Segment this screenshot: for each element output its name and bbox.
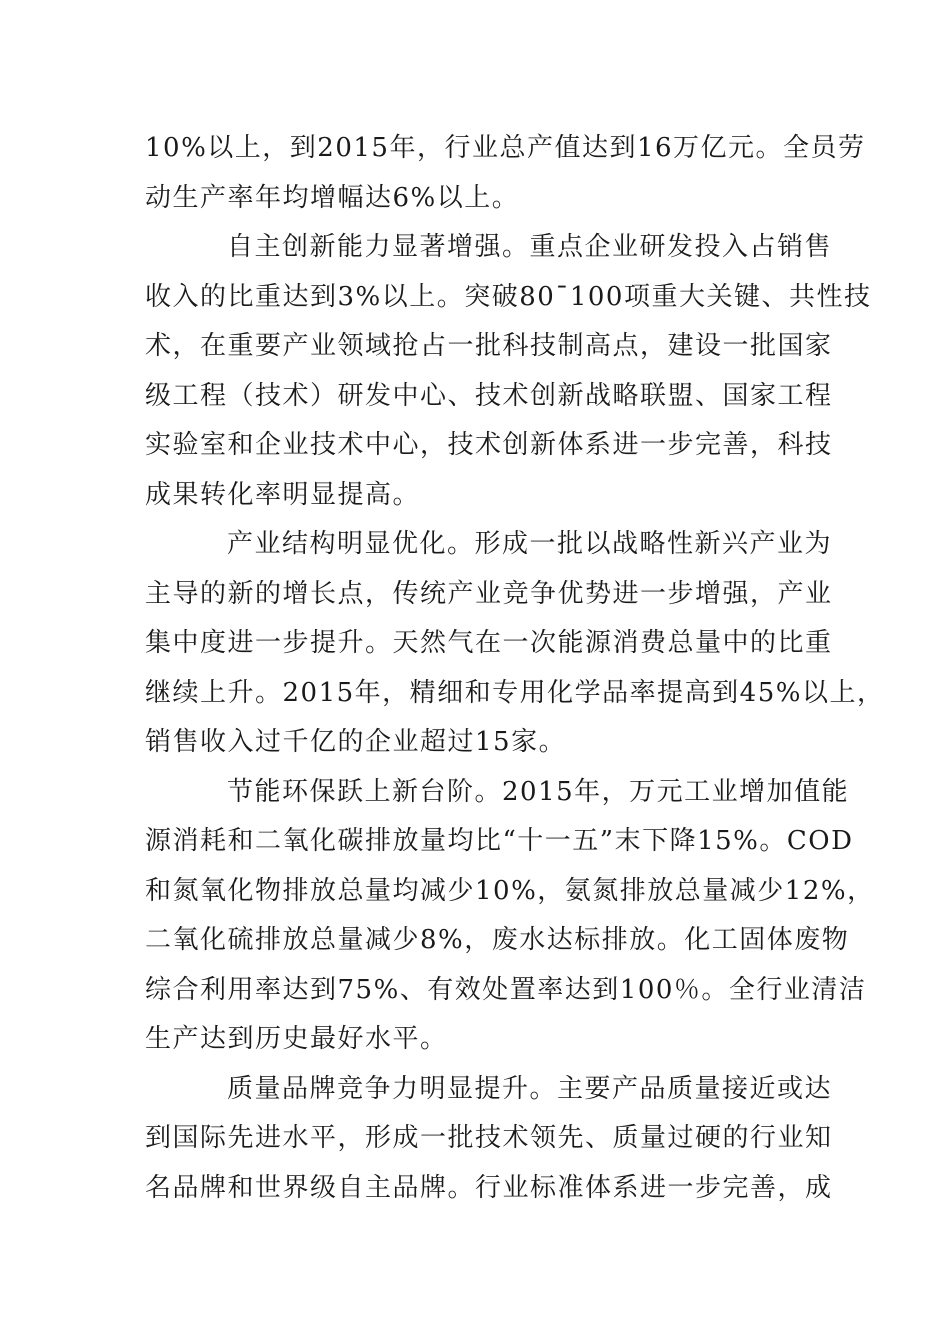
text-line: 集中度进一步提升。天然气在一次能源消费总量中的比重 <box>145 628 833 658</box>
text-line: 销售收入过千亿的企业超过15家。 <box>145 727 567 757</box>
text-line: 生产达到历史最好水平。 <box>145 1024 448 1054</box>
text-line: 10%以上，到2015年，行业总产值达到16万亿元。全员劳 <box>145 133 866 163</box>
text-line: 二氧化硫排放总量减少8%，废水达标排放。化工固体废物 <box>145 925 850 955</box>
text-line: 综合利用率达到75%、有效处置率达到100％。全行业清洁 <box>145 974 867 1005</box>
text-line: 和氮氧化物排放总量均减少10%，氨氮排放总量减少12%， <box>145 875 875 906</box>
paragraph-heading-line: 自主创新能力显著增强。重点企业研发投入占销售 <box>227 232 833 262</box>
document-body <box>145 124 885 1213</box>
text-line: 级工程（技术）研发中心、技术创新战略联盟、国家工程 <box>145 380 833 411</box>
paragraph-heading-line: 节能环保跃上新台阶。2015年，万元工业增加值能 <box>227 776 850 807</box>
text-line: 动生产率年均增幅达6%以上。 <box>145 182 520 213</box>
text-line: 到国际先进水平，形成一批技术领先、质量过硬的行业知 <box>145 1123 833 1153</box>
text-line: 实验室和企业技术中心，技术创新体系进一步完善，科技 <box>145 430 833 460</box>
text-line: 收入的比重达到3%以上。突破80¯100项重大关键、共性技 <box>145 281 872 312</box>
text-line: 源消耗和二氧化碳排放量均比“十一五”末下降15%。COD <box>145 826 854 856</box>
text-line: 成果转化率明显提高。 <box>145 479 421 510</box>
paragraph-heading-line: 质量品牌竞争力明显提升。主要产品质量接近或达 <box>227 1073 833 1104</box>
paragraph-heading-line: 产业结构明显优化。形成一批以战略性新兴产业为 <box>227 529 833 559</box>
text-line: 名品牌和世界级自主品牌。行业标准体系进一步完善，成 <box>145 1172 833 1203</box>
text-line: 继续上升。2015年，精细和专用化学品率提高到45%以上， <box>145 677 885 708</box>
text-line: 术，在重要产业领域抢占一批科技制高点，建设一批国家 <box>145 331 833 361</box>
text-line: 主导的新的增长点，传统产业竞争优势进一步增强，产业 <box>145 578 833 609</box>
